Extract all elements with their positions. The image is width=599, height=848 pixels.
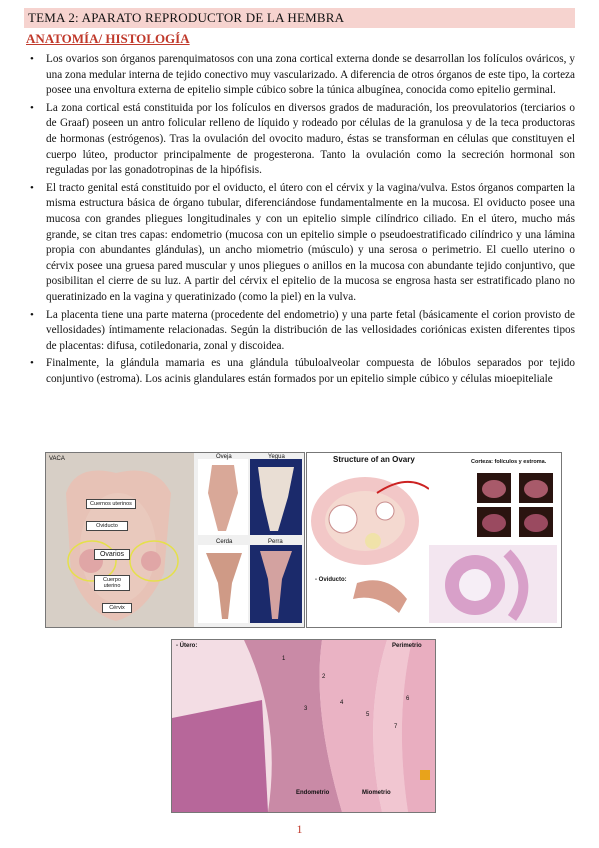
species-label: VACA (49, 456, 65, 462)
layer-number: 4 (340, 700, 344, 706)
layer-number: 7 (394, 724, 398, 730)
uterus-figure (171, 639, 436, 813)
section-heading: ANATOMÍA/ HISTOLOGÍA (26, 31, 190, 46)
thumb-label-cerda: Cerda (216, 539, 233, 545)
layer-number: 5 (366, 712, 370, 718)
anatomy-figure (45, 452, 305, 628)
title-bar (24, 8, 575, 28)
label-ovarios: Ovarios (94, 549, 130, 560)
miometrio-label: Miometrio (362, 790, 391, 796)
layer-number: 3 (304, 706, 308, 712)
bullet-icon: • (30, 308, 34, 321)
thumb-label-perra: Perra (268, 539, 283, 545)
document-title: TEMA 2: APARATO REPRODUCTOR DE LA HEMBRA (28, 10, 345, 25)
page-number: 1 (296, 822, 303, 836)
label-cervix: Cérvix (102, 603, 132, 613)
layer-number: 2 (322, 674, 326, 680)
ovary-diagram (307, 453, 561, 627)
bullet-icon: • (30, 101, 34, 114)
layer-number: 6 (406, 696, 410, 702)
bullet-icon: • (30, 53, 34, 65)
cortex-title: Corteza: folículos y estroma. (471, 459, 547, 465)
oviduct-label: - Oviducto: (315, 577, 347, 583)
label-cuernos: Cuernos uterinos (86, 499, 136, 509)
ovary-title: Structure of an Ovary (333, 455, 415, 464)
uterus-label: - Útero: (176, 643, 198, 649)
thumb-label-yegua: Yegua (268, 454, 285, 460)
bullet-icon: • (30, 357, 34, 370)
bullet-item: • El tracto genital está constituido por el oviducto, el útero con el cérvix y la vagina/vulva. Estos órganos comparten la misma estructura básica de órgano tubular, diferenciándose fundamentalmente en la mucosa. El oviducto posee una mucosa con grandes pliegues longitudinales y con un epitelio simple cilíndrico ciliado. En el útero, mucho más grande, se citan tres capas: endometrio (mucosa con un epitelio simple o pseudoestratificado cilíndrico y una lámina propia con abundantes glándulas), un ancho miometrio (músculo) y una serosa o perimetrio. El cuello uterino o cérvix posee una gruesa pared muscular y unos pliegues o anillos en la mucosa con abundante tejido conjuntivo, que posibilitan el cierre de su luz. A partir del cérvix el epitelio de la mucosa se engrosa hasta ser estratificado plano no queratinizado en la vagina y queratinizado (como la piel) en la vulva. (30, 181, 575, 303)
bullet-item: • Los ovarios son órganos parenquimatosos con una zona cortical externa donde se desarrollan los folículos ováricos, y una zona medular interna de tejido conectivo muy vascularizado. A diferencia de otros órganos de este tipo, la corteza posee una envoltura externa de epitelio simple cúbico sobre la túnica albugínea, conocida como epitelio germinal. (30, 53, 575, 97)
bullet-icon: • (30, 181, 34, 194)
bullet-item: • Finalmente, la glándula mamaria es una glándula túbuloalveolar compuesta de lóbulos separados por tejido conjuntivo (estroma). Los acinis glandulares están formados por un epitelio simple cúbico y células mioepiteliale (30, 357, 575, 385)
bullet-item: • La zona cortical está constituida por los folículos en diversos grados de maduración, los preovulatorios (terciarios o de Graaf) poseen un antro folicular relleno de líquido y rodeado por células de la granulosa y de la teca productoras de hormonas (estrógenos). Tras la ovulación del ovocito maduro, éstas se transforman en células que constituyen el cuerpo lúteo, productor principalmente de progesterona. Tanto la ovulación como la secreción hormonal son reguladas por las gonadotropinas de la hipófisis. (30, 101, 575, 177)
label-cuerpo-uterino: Cuerpo uterino (94, 575, 130, 591)
perimetrio-label: Perimetrio (392, 643, 422, 649)
bullet-item: • La placenta tiene una parte materna (procedente del endometrio) y una parte fetal (básicamente el corion provisto de vellosidades) íntimamente relacionadas. Según la distribución de las vellosidades coriónicas existen diferentes tipos de placentas: difusa, cotiledonaria, zonal y discoidea. (30, 308, 575, 352)
endometrio-label: Endometrio (296, 790, 330, 796)
bullet-list (24, 52, 575, 389)
anatomy-photo (46, 453, 304, 627)
label-oviducto: Oviducto (86, 521, 128, 531)
layer-number: 1 (282, 656, 286, 662)
ovary-figure (306, 452, 562, 628)
thumb-label-oveja: Oveja (216, 454, 232, 460)
